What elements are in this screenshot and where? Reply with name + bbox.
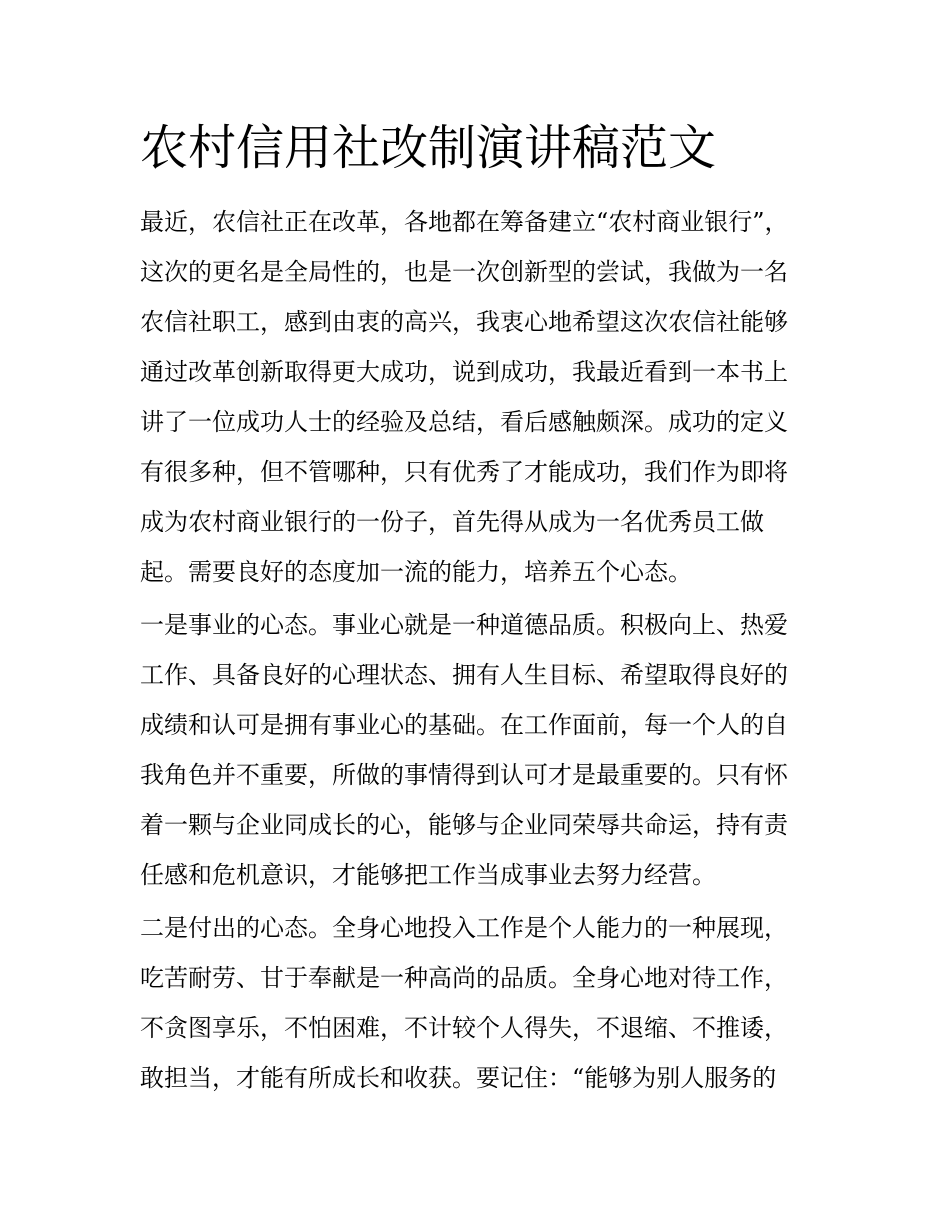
body-line: 不贪图享乐，不怕困难，不计较个人得失，不退缩、不推诿， xyxy=(140,1014,788,1042)
body-line: 二是付出的心态。全身心地投入工作是个人能力的一种展现， xyxy=(140,914,788,942)
body-line: 有很多种，但不管哪种，只有优秀了才能成功，我们作为即将 xyxy=(140,458,788,486)
body-line: 我角色并不重要，所做的事情得到认可才是最重要的。只有怀 xyxy=(140,761,788,789)
body-line: 最近，农信社正在改革，各地都在筹备建立“农村商业银行”， xyxy=(140,208,789,236)
body-line: 任感和危机意识，才能够把工作当成事业去努力经营。 xyxy=(140,861,716,889)
body-line: 敢担当，才能有所成长和收获。要记住：“能够为别人服务的 xyxy=(140,1064,777,1092)
body-line: 一是事业的心态。事业心就是一种道德品质。积极向上、热爱 xyxy=(140,611,788,639)
body-line: 成为农村商业银行的一份子，首先得从成为一名优秀员工做 xyxy=(140,508,764,536)
body-line: 吃苦耐劳、甘于奉献是一种高尚的品质。全身心地对待工作， xyxy=(140,964,788,992)
body-line: 着一颗与企业同成长的心，能够与企业同荣辱共命运，持有责 xyxy=(140,811,788,839)
body-line: 这次的更名是全局性的，也是一次创新型的尝试，我做为一名 xyxy=(140,258,788,286)
body-line: 农信社职工，感到由衷的高兴，我衷心地希望这次农信社能够 xyxy=(140,308,788,336)
body-line: 起。需要良好的态度加一流的能力，培养五个心态。 xyxy=(140,558,692,586)
body-line: 通过改革创新取得更大成功，说到成功，我最近看到一本书上 xyxy=(140,358,788,386)
body-line: 工作、具备良好的心理状态、拥有人生目标、希望取得良好的 xyxy=(140,661,788,689)
body-line: 成绩和认可是拥有事业心的基础。在工作面前，每一个人的自 xyxy=(140,711,788,739)
body-line: 讲了一位成功人士的经验及总结，看后感触颇深。成功的定义 xyxy=(140,408,788,436)
document-title: 农村信用社改制演讲稿范文 xyxy=(140,120,717,176)
